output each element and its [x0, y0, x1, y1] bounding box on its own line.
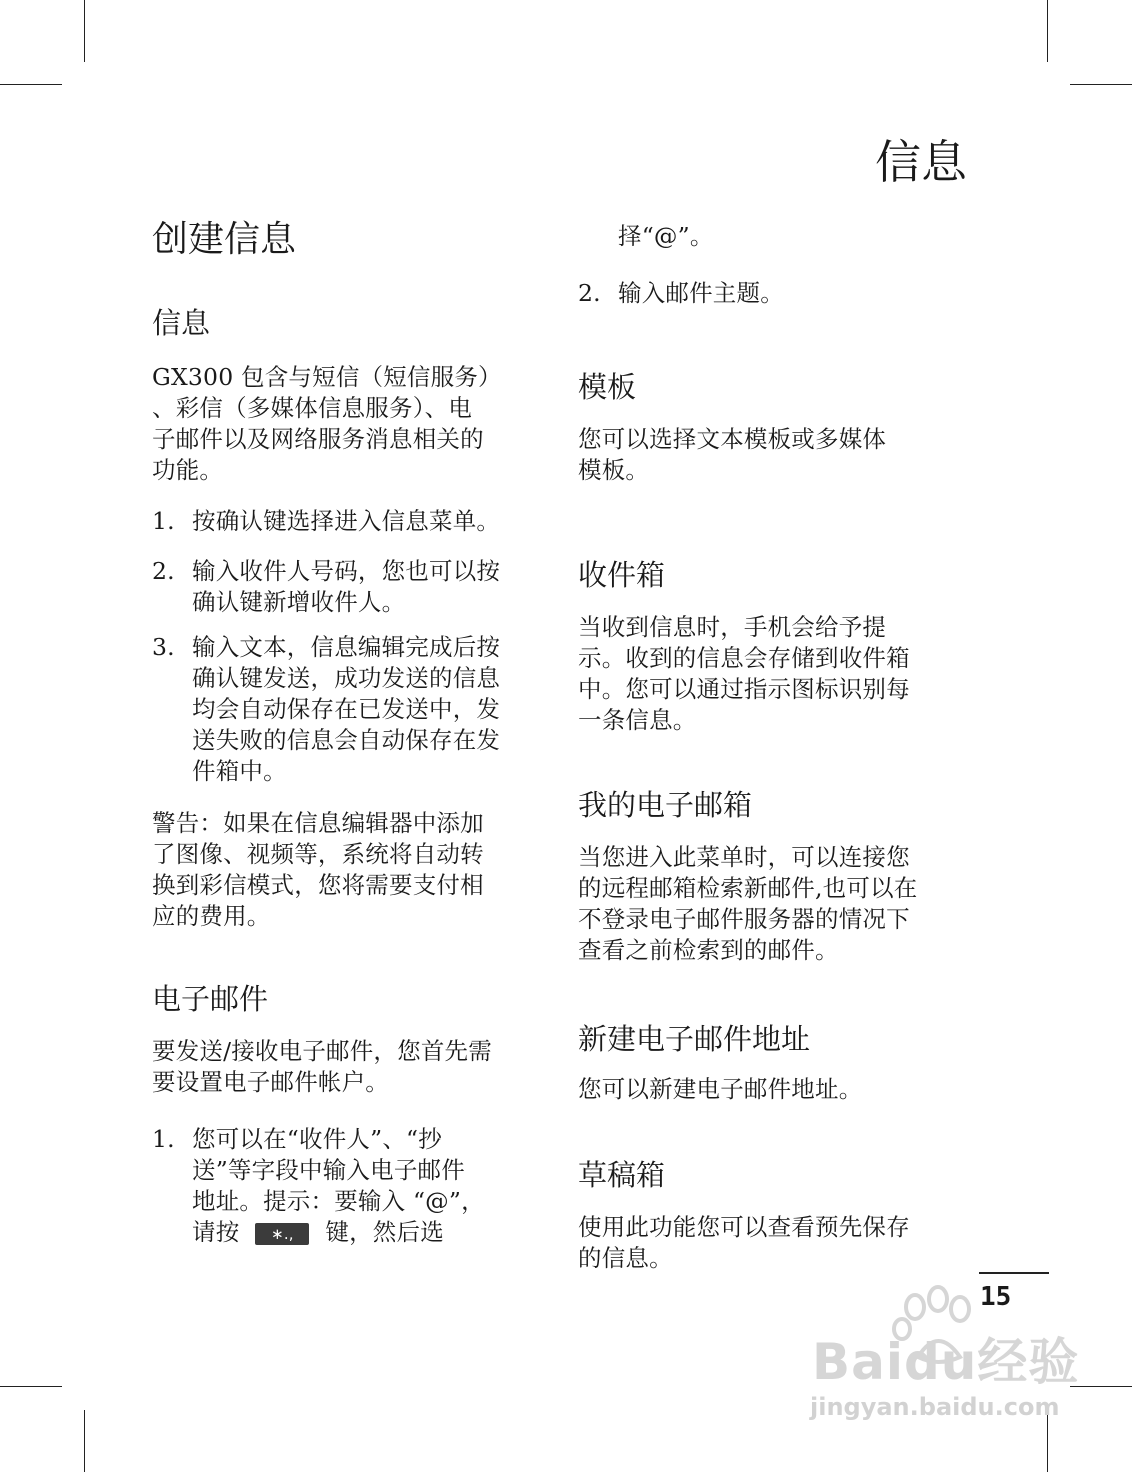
page-title: 创建信息 — [152, 219, 297, 260]
drafts-body — [578, 1212, 910, 1274]
text-line: 应的费用。 — [152, 902, 271, 930]
text-fragment: 请按 — [192, 1218, 240, 1246]
warning-note — [152, 808, 484, 932]
text-line: 中。您可以通过指示图标识别每 — [578, 675, 910, 703]
text-line: 子邮件以及网络服务消息相关的 — [152, 425, 484, 453]
list-number: 1. — [152, 507, 175, 535]
text-line: 当收到信息时，手机会给予提 — [578, 613, 887, 641]
text-line: 当您进入此菜单时，可以连接您 — [578, 843, 910, 871]
text-line: 换到彩信模式，您将需要支付相 — [152, 871, 484, 899]
messages-intro — [152, 362, 502, 486]
section-heading-my-email: 我的电子邮箱 — [578, 788, 753, 822]
text-line: 送失败的信息会自动保存在发 — [192, 726, 501, 754]
list-item — [578, 278, 958, 309]
text-line: 功能。 — [152, 456, 224, 484]
page-number-rule — [979, 1272, 1049, 1274]
text-line: 送”等字段中输入电子邮件 — [192, 1156, 465, 1184]
section-heading-templates: 模板 — [578, 370, 637, 404]
text-line: 您可以新建电子邮件地址。 — [578, 1075, 863, 1103]
section-heading-new-email: 新建电子邮件地址 — [578, 1022, 811, 1056]
text-line: 查看之前检索到的邮件。 — [578, 936, 839, 964]
text-line: 确认键新增收件人。 — [192, 588, 406, 616]
new-email-body — [578, 1074, 862, 1105]
email-intro — [152, 1036, 492, 1098]
list-number: 2. — [152, 557, 175, 585]
text-line: 示。收到的信息会存储到收件箱 — [578, 644, 910, 672]
text-line: 一条信息。 — [578, 706, 697, 734]
watermark-url: jingyan.baidu.com — [810, 1393, 1060, 1421]
my-email-body — [578, 842, 917, 966]
section-heading-messages: 信息 — [152, 306, 211, 340]
page-number: 15 — [980, 1282, 1012, 1312]
crop-mark — [84, 0, 85, 62]
text-line: 件箱中。 — [192, 757, 287, 785]
text-line: 均会自动保存在已发送中，发 — [192, 695, 501, 723]
watermark-logo: Baidu经验 — [812, 1333, 1080, 1391]
text-line — [192, 1217, 537, 1248]
text-line: 的远程邮箱检索新邮件,也可以在 — [578, 874, 918, 902]
templates-body — [578, 424, 886, 486]
text-line: 输入邮件主题。 — [618, 279, 784, 307]
text-line: GX300 包含与短信（短信服务） — [152, 363, 502, 391]
text-line: 您可以在“收件人”、“抄 — [192, 1125, 442, 1153]
list-item — [152, 556, 537, 618]
crop-mark — [84, 1410, 85, 1472]
inbox-body — [578, 612, 910, 736]
text-line: 您可以选择文本模板或多媒体 — [578, 425, 887, 453]
list-item — [152, 1124, 537, 1248]
crop-mark — [0, 1386, 62, 1387]
text-line: 输入文本，信息编辑完成后按 — [192, 633, 501, 661]
chapter-title: 信息 — [875, 135, 967, 189]
text-line: 输入收件人号码，您也可以按 — [192, 557, 501, 585]
text-line: 要设置电子邮件帐户。 — [152, 1068, 389, 1096]
text-fragment: 键，然后选 — [325, 1218, 444, 1246]
list-item — [152, 506, 537, 537]
list-item — [152, 632, 537, 787]
text-line: 了图像、视频等，系统将自动转 — [152, 840, 484, 868]
text-line: 按确认键选择进入信息菜单。 — [192, 507, 501, 535]
star-key-icon: ∗., — [255, 1223, 309, 1245]
text-line: 不登录电子邮件服务器的情况下 — [578, 905, 910, 933]
crop-mark — [0, 84, 62, 85]
crop-mark — [1047, 0, 1048, 62]
text-line: 地址。提示：要输入 “@”， — [192, 1187, 485, 1215]
section-heading-email: 电子邮件 — [152, 982, 269, 1016]
continued-line: 择“@”。 — [618, 222, 714, 250]
list-number: 1. — [152, 1125, 175, 1153]
text-line: 的信息。 — [578, 1244, 673, 1272]
list-number: 3. — [152, 633, 175, 661]
section-heading-inbox: 收件箱 — [578, 558, 666, 592]
text-line: 要发送/接收电子邮件，您首先需 — [152, 1037, 492, 1065]
list-number: 2. — [578, 279, 601, 307]
text-line: 警告：如果在信息编辑器中添加 — [152, 809, 484, 837]
text-line: 、彩信（多媒体信息服务）、电 — [152, 394, 473, 422]
text-line: 确认键发送，成功发送的信息 — [192, 664, 501, 692]
crop-mark — [1070, 84, 1132, 85]
text-line: 模板。 — [578, 456, 650, 484]
text-line: 使用此功能您可以查看预先保存 — [578, 1213, 910, 1241]
section-heading-drafts: 草稿箱 — [578, 1158, 666, 1192]
